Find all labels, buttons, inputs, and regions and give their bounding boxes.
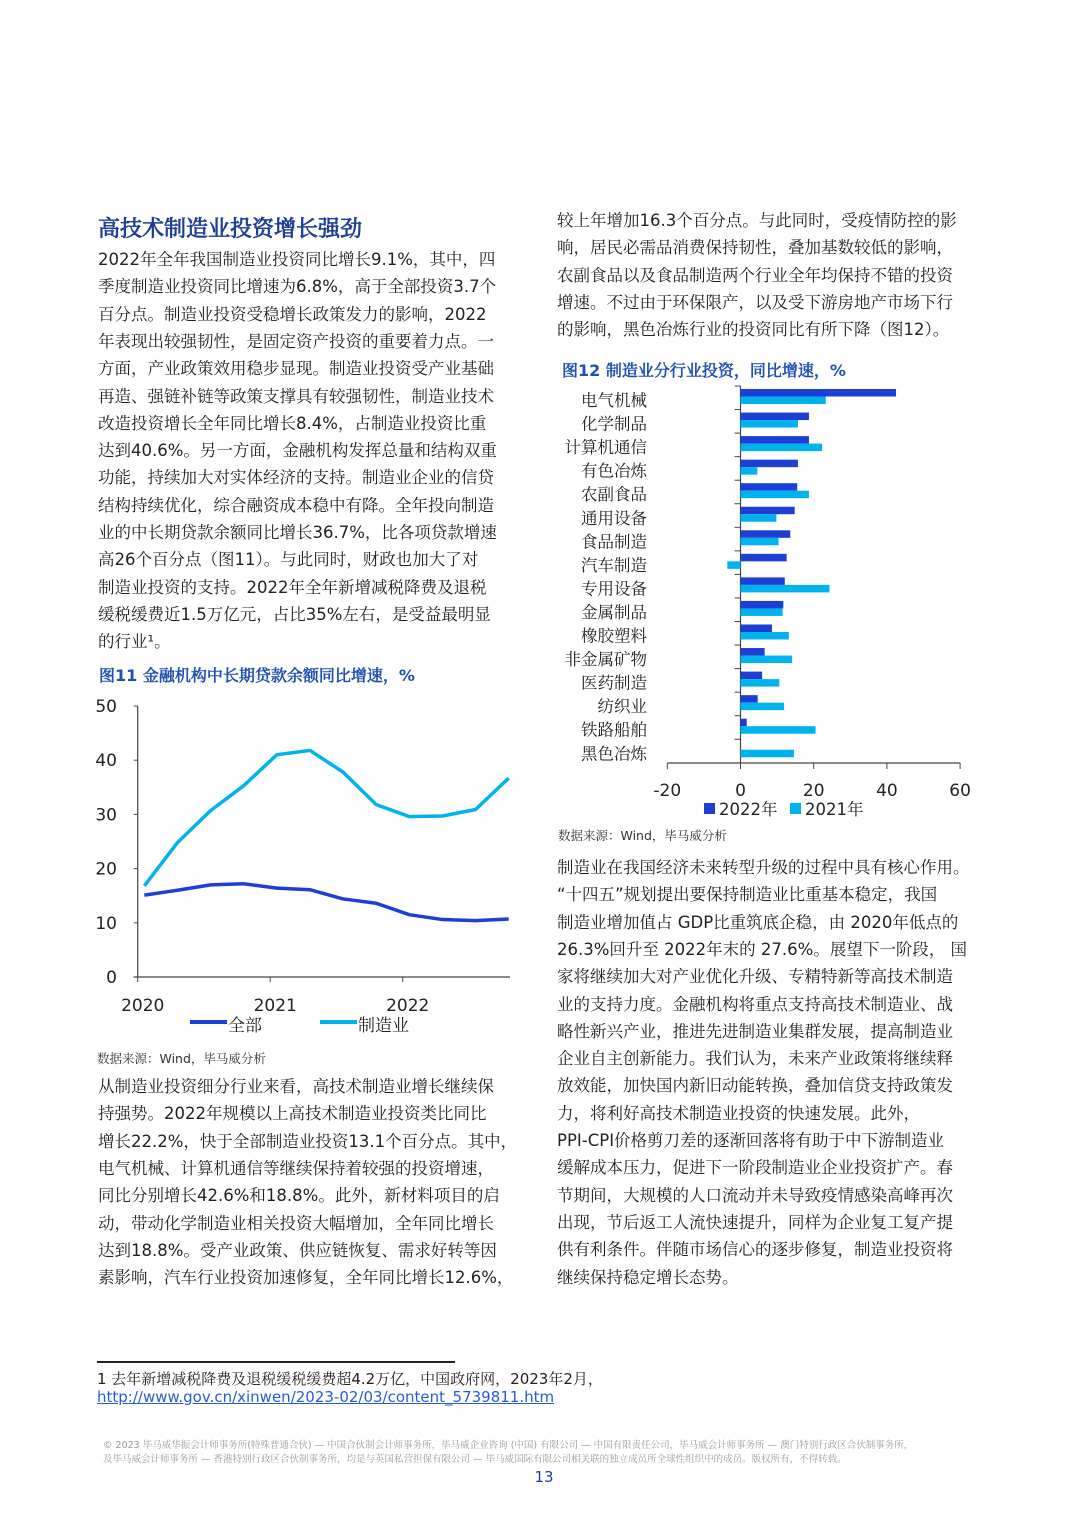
text-line: 的影响，黑色冶炼行业的投资同比有所下降（图12）。 [557, 320, 950, 340]
x-tick-label: 2020 [121, 996, 165, 1016]
figure-12-title: 图12 制造业分行业投资，同比增速，% [562, 361, 846, 380]
legal-line-1: © 2023 毕马威华振会计师事务所(特殊普通合伙) — 中国合伙制会计师事务所，毕马威企业咨询 (中国) 有限公司 — 中国有限责任公司，毕马威会计师事务所 — 澳门特别行政区合伙制事务所， [103, 1440, 914, 1451]
text-line: 高26个百分点（图11）。与此同时，财政也加大了对 [98, 550, 479, 570]
text-line: 2022年全年我国制造业投资同比增长9.1%，其中，四 [98, 250, 496, 269]
category-label: 化学制品 [581, 414, 647, 434]
x-tick-label: 2021 [253, 996, 297, 1016]
text-line: 达到18.8%。受产业政策、供应链恢复、需求好转等因 [98, 1240, 497, 1260]
footnote-divider [97, 1361, 455, 1363]
bar-2021年 [741, 444, 823, 452]
bar-2021年 [741, 679, 780, 687]
bar-x-tick-label: 0 [735, 781, 746, 801]
bar-2021年 [741, 656, 793, 664]
text-line: PPI-CPI价格剪刀差的逐渐回落将有助于中下游制造业 [557, 1131, 945, 1150]
bar-2021年 [741, 608, 783, 616]
bar-2022年 [741, 413, 809, 421]
bar-2021年 [741, 397, 826, 405]
bar-x-tick-label: 60 [949, 781, 971, 801]
category-label: 汽车制造 [581, 555, 647, 575]
legend-label: 2022年 [719, 800, 778, 819]
text-line: 业的中长期贷款余额同比增长36.7%，比各项贷款增速 [98, 523, 497, 542]
figure-11-source: 数据来源：Wind，毕马威分析 [97, 1051, 266, 1066]
text-line: 持强势。2022年规模以上高技术制造业投资类比同比 [98, 1104, 487, 1124]
legend-label: 制造业 [358, 1016, 409, 1036]
text-line: 农副食品以及食品制造两个行业全年均保持不错的投资 [557, 265, 953, 285]
bar-2022年 [741, 389, 897, 397]
text-line: 改造投资增长全年同比增长8.4%，占制造业投资比重 [98, 413, 487, 433]
bar-2022年 [741, 695, 758, 703]
text-line: 达到40.6%。另一方面，金融机构发挥总量和结构双重 [98, 441, 497, 461]
text-line: 结构持续优化，综合融资成本稳中有降。全年投向制造 [98, 495, 494, 515]
bar-2022年 [741, 483, 798, 491]
category-label: 计算机通信 [564, 438, 647, 458]
text-line: 动，带动化学制造业相关投资大幅增加，全年同比增长 [98, 1213, 494, 1233]
bar-2022年 [741, 460, 798, 468]
text-line: 同比分别增长42.6%和18.8%。此外，新材料项目的启 [98, 1186, 500, 1206]
text-line: 从制造业投资细分行业来看，高技术制造业增长继续保 [98, 1077, 494, 1096]
text-line: 缓税缓费近1.5万亿元，占比35%左右，是受益最明显 [98, 604, 491, 624]
text-line: 素影响，汽车行业投资加速修复，全年同比增长12.6%， [98, 1268, 514, 1288]
bar-2021年 [741, 420, 798, 428]
x-tick-label: 2022 [386, 996, 430, 1016]
text-line: 的行业¹。 [98, 632, 171, 652]
category-label: 通用设备 [581, 508, 647, 528]
y-tick-label: 30 [95, 805, 117, 826]
text-line: 再造、强链补链等政策支撑具有较强韧性，制造业技术 [98, 386, 494, 406]
bar-x-tick-label: 40 [876, 781, 898, 801]
legend-swatch [704, 803, 715, 814]
legal-line-2: 及毕马威会计师事务所 — 香港特别行政区合伙制事务所，均是与英国私营担保有限公司 — 毕马威国际有限公司相关联的独立成员所全球性组织中的成员。版权所有，不得转载。 [103, 1454, 847, 1465]
figure-11-title: 图11 金融机构中长期贷款余额同比增速，% [99, 666, 415, 685]
series-line-全部 [144, 884, 508, 921]
bar-2021年 [741, 726, 816, 734]
bar-2021年 [741, 467, 758, 475]
legend-swatch [790, 803, 801, 814]
text-line: 季度制造业投资同比增速为6.8%，高于全部投资3.7个 [98, 277, 497, 297]
bar-2021年 [741, 514, 777, 522]
category-label: 橡胶塑料 [581, 626, 647, 646]
text-line: 制造业增加值占 GDP比重筑底企稳，由 2020年低点的 [557, 912, 959, 932]
y-tick-label: 0 [106, 968, 117, 988]
y-tick-label: 50 [95, 697, 117, 717]
text-line: 略性新兴产业，推进先进制造业集群发展，提高制造业 [557, 1021, 953, 1041]
text-line: 放效能，加快国内新旧动能转换，叠加信贷支持政策发 [557, 1076, 953, 1096]
text-line: 缓解成本压力，促进下一阶段制造业企业投资扩产。春 [557, 1158, 953, 1178]
category-label: 黑色冶炼 [581, 744, 647, 764]
text-line: 响，居民必需品消费保持韧性，叠加基数较低的影响， [557, 238, 953, 258]
text-line: 功能，持续加大对实体经济的支持。制造业企业的信贷 [98, 468, 494, 488]
bar-2021年 [741, 538, 779, 546]
text-line: 企业自主创新能力。我们认为，未来产业政策将继续释 [557, 1049, 953, 1069]
text-line: 较上年增加16.3个百分点。与此同时，受疫情防控的影 [557, 211, 957, 230]
section-title: 高技术制造业投资增长强劲 [98, 217, 363, 242]
y-tick-label: 20 [95, 859, 117, 880]
text-line: 出现，节后返工人流快速提升，同样为企业复工复产提 [557, 1212, 953, 1232]
bar-x-tick-label: -20 [653, 781, 682, 801]
footnote-text: 1 去年新增减税降费及退税缓税缓费超4.2万亿，中国政府网，2023年2月， [97, 1370, 603, 1388]
text-line: 家将继续加大对产业优化升级、专精特新等高技术制造 [557, 967, 953, 987]
bar-2022年 [741, 436, 809, 444]
bar-2021年 [741, 632, 789, 640]
y-tick-label: 10 [95, 913, 117, 934]
y-tick-label: 40 [95, 751, 117, 772]
bar-2022年 [741, 530, 791, 538]
category-label: 农副食品 [581, 485, 647, 505]
text-line: 增速。不过由于环保限产，以及受下游房地产市场下行 [557, 292, 953, 312]
category-label: 医药制造 [581, 673, 647, 693]
category-label: 金属制品 [581, 602, 647, 622]
text-line: 制造业在我国经济未来转型升级的过程中具有核心作用。 [557, 858, 970, 877]
text-line: 继续保持稳定增长态势。 [557, 1267, 739, 1287]
bar-2022年 [741, 554, 787, 562]
text-line: 制造业投资的支持。2022年全年新增减税降费及退税 [98, 577, 487, 597]
bar-2022年 [741, 577, 785, 585]
category-label: 专用设备 [581, 579, 647, 599]
bar-2022年 [741, 672, 763, 680]
text-line: 力，将利好高技术制造业投资的快速发展。此外， [557, 1103, 920, 1123]
bar-2021年 [741, 585, 830, 593]
category-label: 非金属矿物 [564, 650, 647, 670]
bar-x-tick-label: 20 [802, 781, 825, 801]
text-line: 百分点。制造业投资受稳增长政策发力的影响，2022 [98, 304, 487, 324]
category-label: 食品制造 [581, 532, 647, 552]
legend-label: 全部 [228, 1016, 262, 1036]
bar-2022年 [741, 507, 795, 515]
category-label: 电气机械 [581, 391, 647, 410]
legend-label: 2021年 [805, 800, 864, 819]
footnote-link[interactable]: http://www.gov.cn/xinwen/2023-02/03/content_5739811.htm [97, 1388, 555, 1406]
bar-2021年 [727, 561, 740, 569]
text-line: 电气机械、计算机通信等继续保持着较强的投资增速， [98, 1158, 494, 1178]
bar-2021年 [741, 491, 809, 499]
bar-2022年 [741, 625, 772, 633]
category-label: 有色冶炼 [581, 461, 647, 481]
text-line: “十四五”规划提出要保持制造业比重基本稳定，我国 [557, 885, 938, 905]
text-line: 节期间，大规模的人口流动并未导致疫情感染高峰再次 [557, 1185, 953, 1205]
category-label: 纺织业 [597, 697, 647, 717]
category-label: 铁路船舶 [581, 720, 647, 740]
page-number: 13 [534, 1468, 554, 1486]
bar-2022年 [741, 719, 747, 727]
bar-2021年 [741, 703, 785, 711]
text-line: 增长22.2%，快于全部制造业投资13.1个百分点。其中， [98, 1131, 518, 1151]
bar-2022年 [741, 601, 784, 609]
text-line: 供有利条件。伴随市场信心的逐步修复，制造业投资将 [557, 1240, 953, 1260]
figure-12-source: 数据来源：Wind，毕马威分析 [558, 828, 727, 843]
text-line: 业的支持力度。金融机构将重点支持高技术制造业、战 [557, 994, 953, 1014]
bar-2021年 [741, 750, 794, 758]
series-line-制造业 [144, 750, 508, 886]
text-line: 年表现出较强韧性，是固定资产投资的重要着力点。一 [98, 331, 494, 351]
bar-2022年 [741, 648, 765, 656]
text-line: 26.3%回升至 2022年末的 27.6%。展望下一阶段， 国 [557, 939, 968, 959]
text-line: 方面，产业政策效用稳步显现。制造业投资受产业基础 [98, 359, 494, 379]
